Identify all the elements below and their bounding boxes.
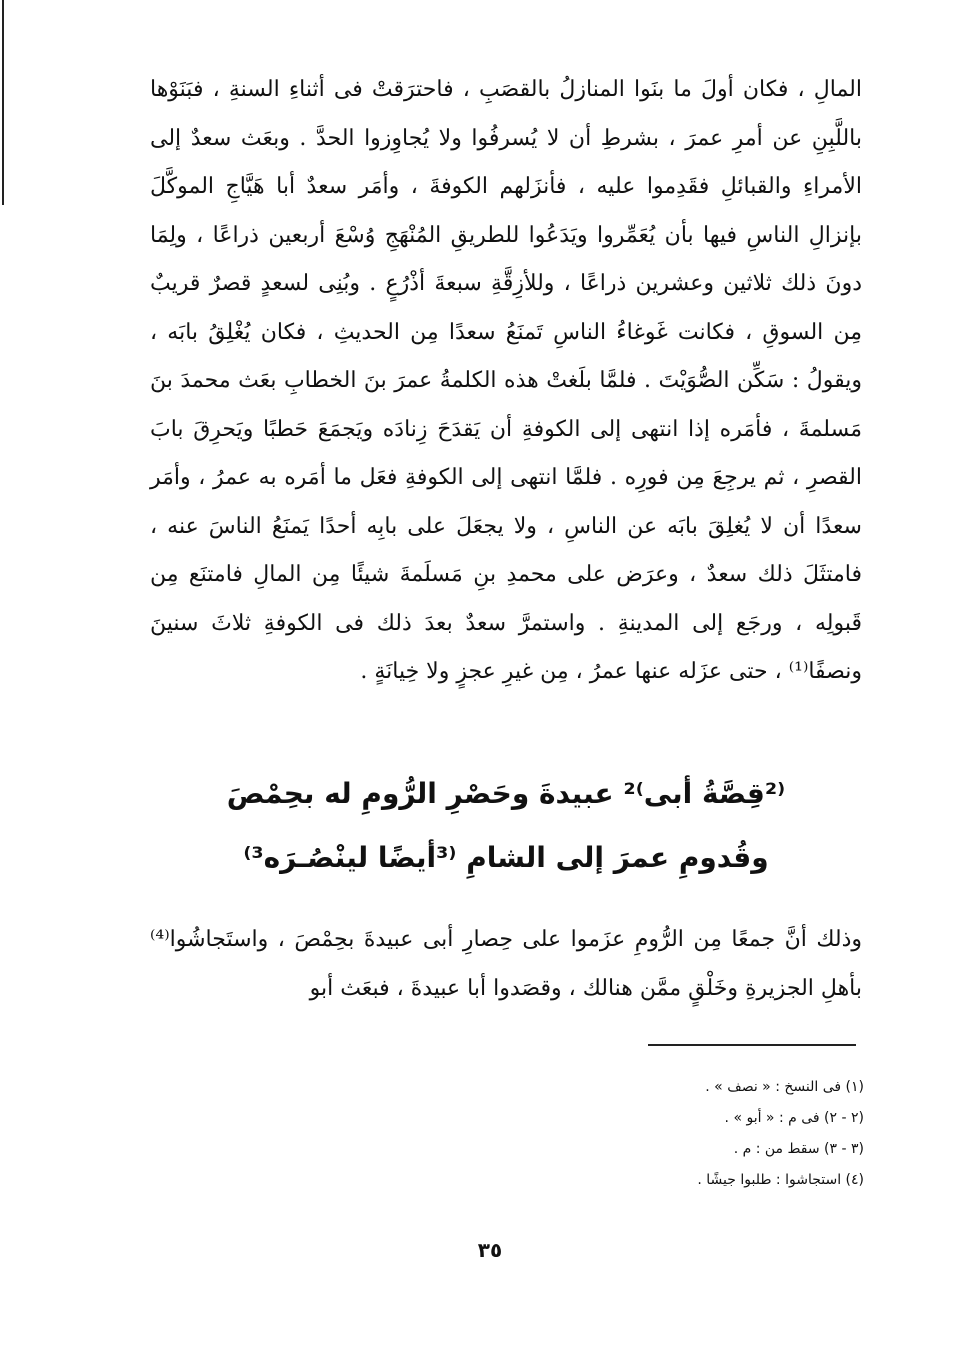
heading-line-2: وقُدومِ عمرَ إلى الشامِ ⁽³أيضًا لينْصُـرَه³⁾ bbox=[243, 841, 769, 874]
footnote-separator bbox=[648, 1044, 856, 1046]
body-paragraph-2: وذلك أنَّ جمعًا مِن الرُّومِ عزَموا على حِصارِ أبى عبيدةَ بحِمْصَ ، واستَجاشُوا⁽⁴⁾ بأهلِ الجزيرةِ وخَلْقٍ ممَّن هنالك ، وقصَدوا أبا عبيدةَ ، فبعَث أبو bbox=[150, 927, 862, 1001]
page-edge-line bbox=[2, 0, 4, 205]
footnote-4: (٤) استجاشوا : طلبوا جيشًا . bbox=[697, 1172, 864, 1188]
body-paragraph-1: المالِ ، فكان أولَ ما بنَوا المنازلُ بالقصَبِ ، فاحترَقتْ فى أثناءِ السنةِ ، فبَنَوْها باللَّبِنِ عن أمرِ عمرَ ، بشرطِ أن لا يُسرفُوا ولا يُجاوِزوا الحدَّ . وبعَث سعدٌ إلى الأمراءِ والقبائلِ فقَدِموا عليه ، فأنزَلهم الكوفةَ ، وأمَر سعدٌ أبا هَيَّاجِ الموكَّلَ بإنزالِ الناسِ فيها بأن يُعَمِّروا ويَدَعُوا للطريقِ المُنْهَجِ وُسْعَ أربعين ذراعًا ، ولِمَا دونَ ذلك ثلاثين وعشرين ذراعًا ، وللأزِقَّةِ سبعةَ أذْرُعٍ . وبُنِى لسعدٍ قصرٌ قريبٌ مِن السوقِ ، فكانت غَوغاءُ الناسِ تَمنَعُ سعدًا مِن الحديثِ ، فكان يُغْلِقُ بابَه ، ويقولُ : سَكِّن الصُّوَيْتَ . فلمَّا بلَغتْ هذه الكلمةُ عمرَ بنَ الخطابِ بعَث محمدَ بنَ مَسلمةَ ، فأمَره إذا انتهى إلى الكوفةِ أن يَقدَحَ زِنادَه ويَجمَعَ حَطبًا ويَحرِقَ بابَ القصرِ ، ثم يرجِعَ مِن فورِه . فلمَّا انتهى إلى الكوفةِ فعَل ما أمَره به عمرُ ، وأمَر سعدًا أن لا يُغلِقَ بابَه عن الناسِ ، ولا يجعَلَ على بابِه أحدًا يَمنَعُ الناسَ عنه ، فامتثَلَ ذلك سعدٌ ، وعرَض على محمدِ بنِ مَسلَمةَ شيئًا مِن المالِ فامتنَع مِن قَبولِه ، ورجَع إلى المدينةِ . واستمرَّ سعدٌ بعدَ ذلك فى الكوفةِ ثلاثَ سنينَ ونصفًا⁽¹⁾ ، حتى عزَله عنها عمرُ ، مِن غيرِ عجزٍ ولا خِيانَةٍ . bbox=[150, 77, 863, 684]
footnotes bbox=[500, 1072, 864, 1196]
section-heading bbox=[150, 762, 862, 890]
footnote-3: (٣ - ٣) سقط من : م . bbox=[733, 1141, 864, 1157]
footnote-1: (١) فى النسخ : « نصف » . bbox=[705, 1079, 864, 1095]
heading-line-1: ⁽²قِصَّةُ أبى⁾² عبيدةَ وحَصْرِ الرُّومِ له بحِمْصَ bbox=[226, 777, 786, 810]
footnote-2: (٢ - ٢) فى م : « أبو » . bbox=[724, 1110, 864, 1126]
page-number: ٣٥ bbox=[477, 1238, 503, 1262]
